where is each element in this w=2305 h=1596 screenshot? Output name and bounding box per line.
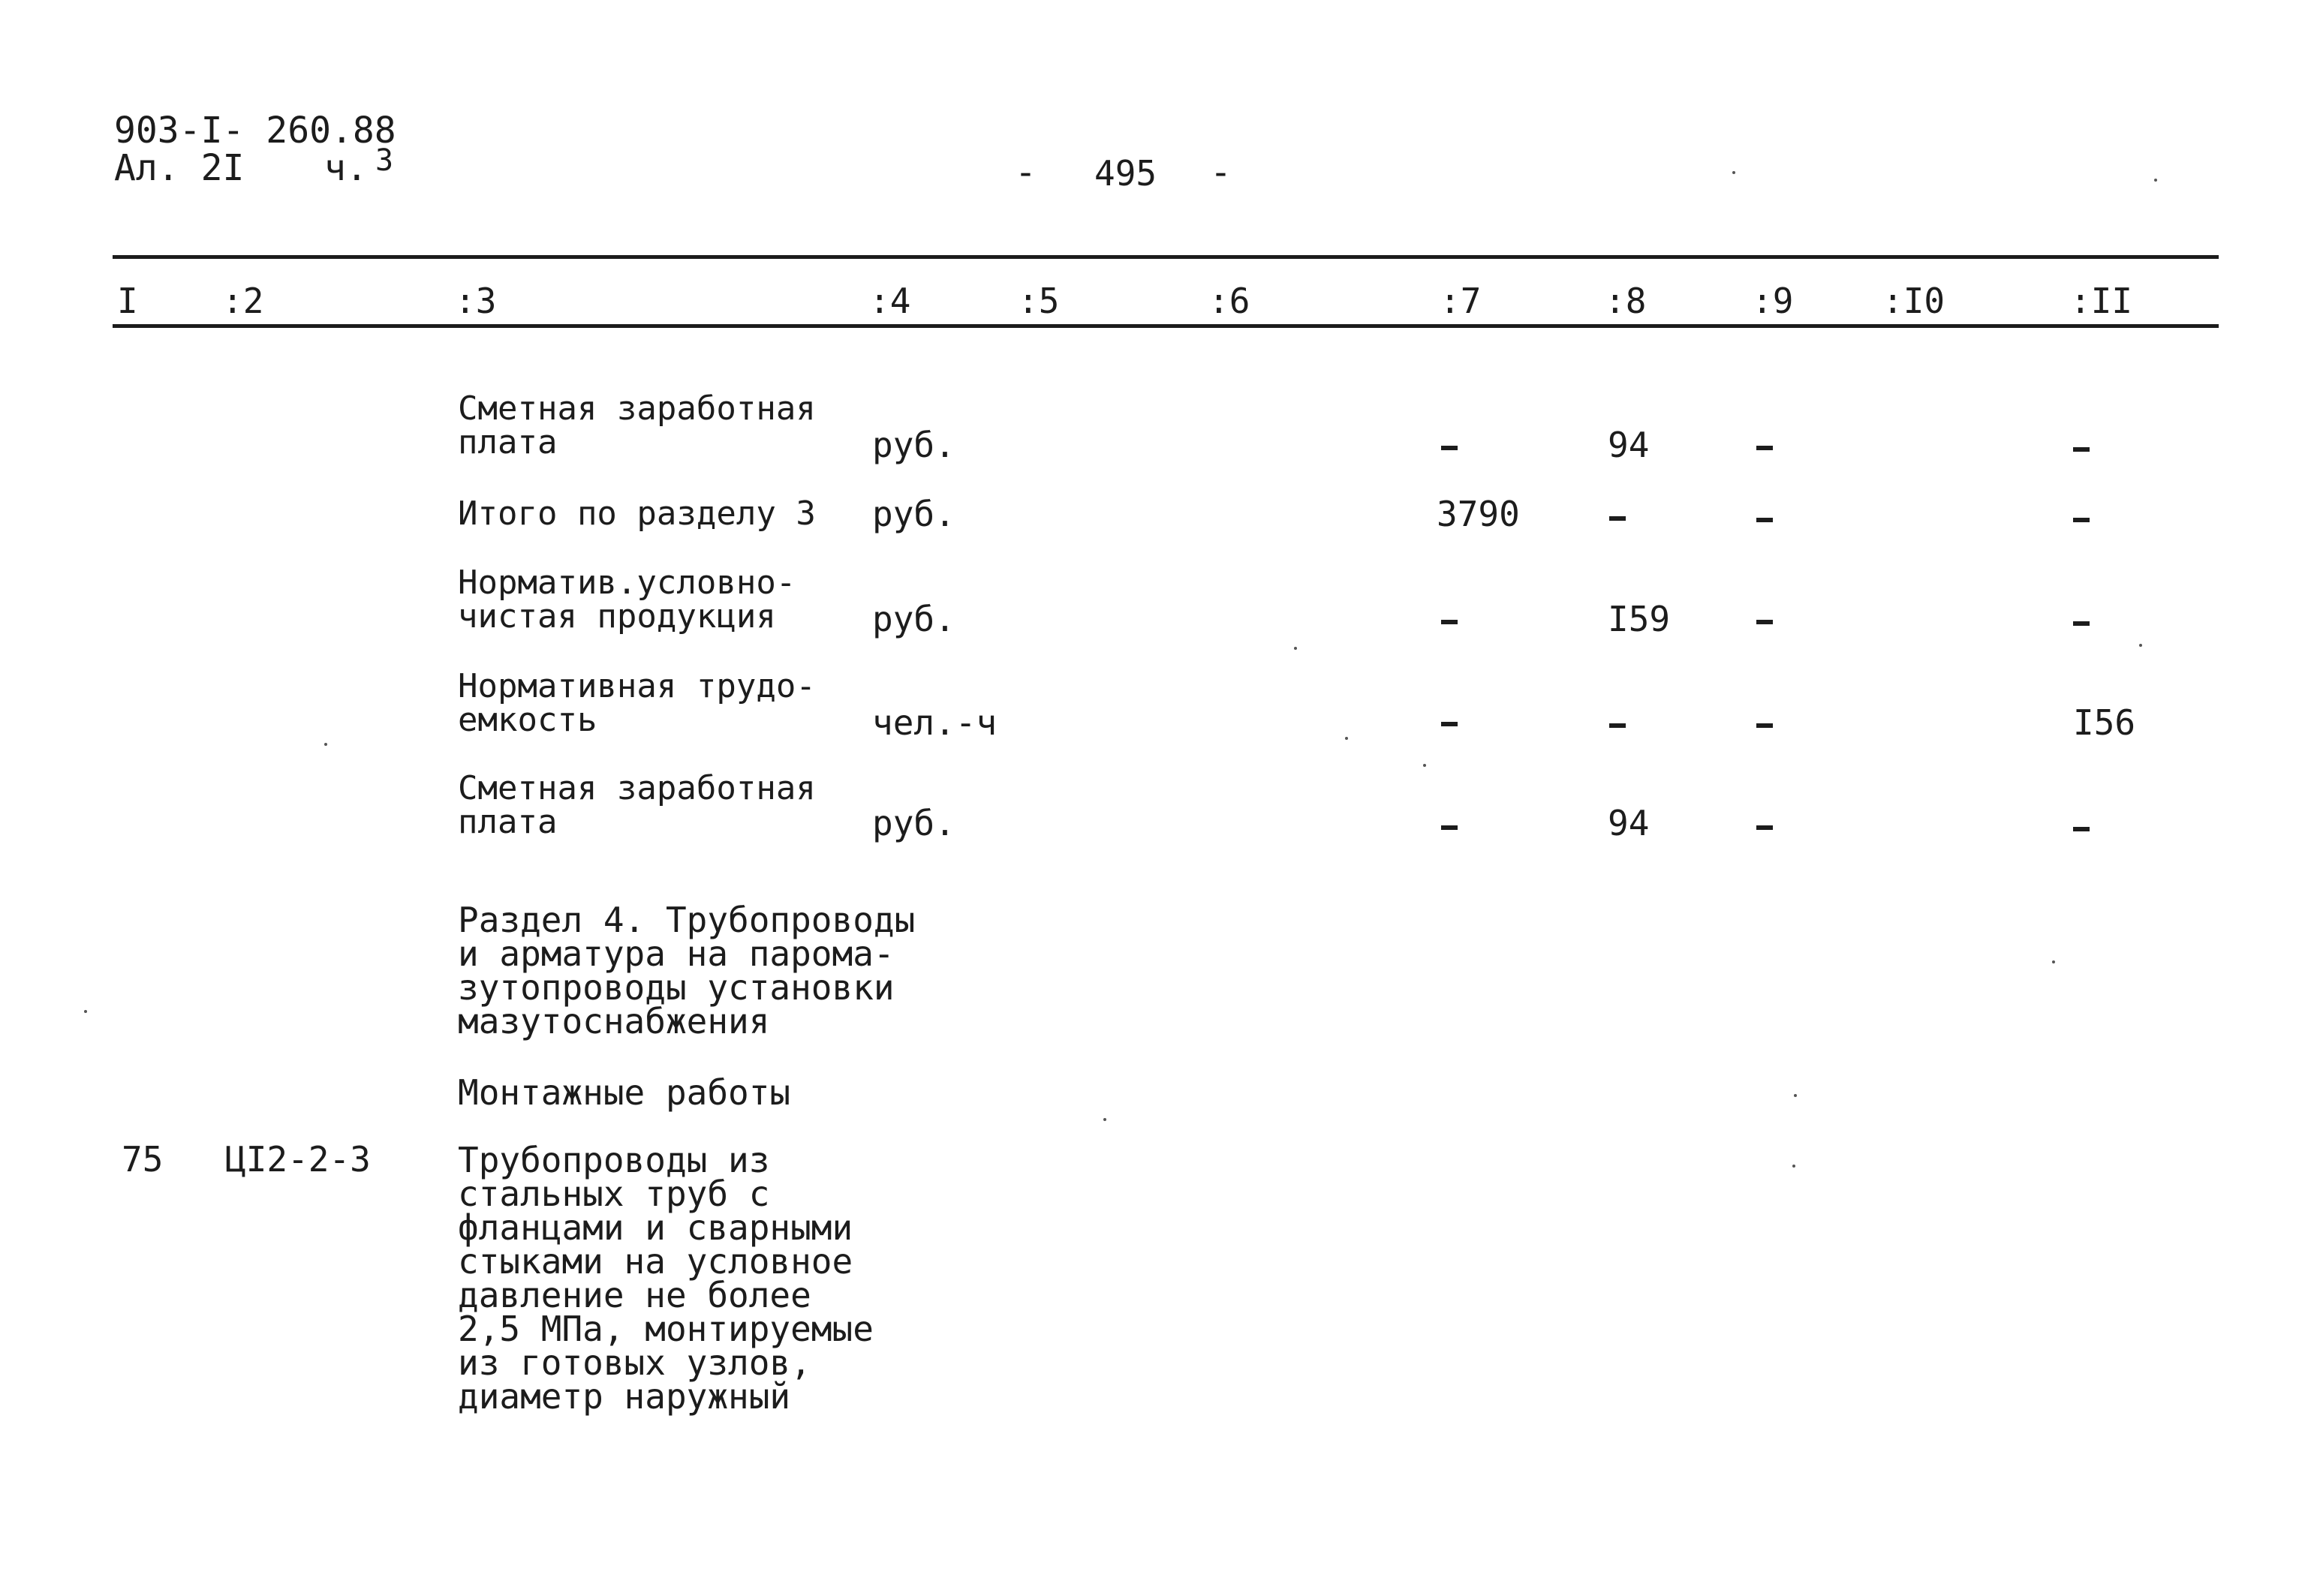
row-col8: 94 — [1608, 803, 1650, 843]
scan-speck — [84, 1010, 87, 1013]
row-col8: 94 — [1608, 425, 1650, 465]
dash-mark — [1756, 620, 1773, 624]
scan-speck — [1794, 1094, 1797, 1097]
table-header-rule — [113, 324, 2219, 328]
subsection-title: Монтажные работы — [458, 1072, 791, 1113]
dash-mark — [2073, 518, 2090, 522]
dash-mark — [1441, 446, 1458, 450]
row-unit: руб. — [872, 803, 955, 843]
scan-speck — [324, 743, 327, 746]
row-name: Сметная заработная плата — [458, 769, 816, 841]
row-name: Нормативная трудо- емкость — [458, 667, 816, 739]
scan-speck — [1103, 1118, 1106, 1121]
page-number-dash-right: - — [1210, 152, 1232, 194]
column-header-3: :3 — [455, 281, 497, 321]
row-col8: I59 — [1608, 599, 1671, 639]
column-header-7: :7 — [1440, 281, 1482, 321]
column-header-6: :6 — [1208, 281, 1250, 321]
scan-speck — [1294, 647, 1297, 650]
item-code: ЦI2-2-3 — [225, 1139, 371, 1180]
sheet-number: Ал. 2I — [114, 147, 245, 189]
dash-mark — [1756, 723, 1773, 728]
section-title: Раздел 4. Трубопроводы и арматура на парома- зутопроводы установки мазутоснабжения — [458, 900, 916, 1041]
column-header-5: :5 — [1018, 281, 1060, 321]
row-name: Норматив.условно- чистая продукция — [458, 564, 796, 636]
scan-speck — [2139, 644, 2142, 647]
row-unit: руб. — [872, 494, 955, 534]
dash-mark — [2073, 827, 2090, 831]
column-header-9: :9 — [1752, 281, 1794, 321]
document-code: 903-I- 260.88 — [114, 110, 396, 152]
dash-mark — [1609, 516, 1626, 521]
item-description: Трубопроводы из стальных труб с фланцами и сварными стыками на условное давление не более 2,5 МПа, монтируемые из готовых узлов, диаметр наружный — [458, 1140, 874, 1417]
part-label: ч. — [324, 147, 368, 189]
table-top-rule — [113, 255, 2219, 259]
dash-mark — [1756, 825, 1773, 830]
scan-speck — [2154, 179, 2157, 182]
dash-mark — [1441, 722, 1458, 726]
scan-speck — [1345, 737, 1348, 740]
page-number-dash-left: - — [1015, 152, 1037, 194]
row-unit: чел.-ч — [872, 702, 998, 743]
column-header-11: :II — [2070, 281, 2133, 321]
row-name: Итого по разделу 3 — [458, 494, 816, 533]
dash-mark — [1756, 518, 1773, 522]
dash-mark — [2073, 621, 2090, 626]
row-col7: 3790 — [1437, 494, 1520, 534]
page-number: 495 — [1094, 153, 1157, 194]
dash-mark — [1441, 825, 1458, 830]
row-col11: I56 — [2073, 702, 2136, 743]
part-number: 3 — [375, 143, 394, 178]
scan-speck — [1792, 1165, 1795, 1168]
row-unit: руб. — [872, 599, 955, 639]
row-name: Сметная заработная плата — [458, 389, 816, 461]
dash-mark — [1609, 723, 1626, 728]
column-header-10: :I0 — [1882, 281, 1945, 321]
row-unit: руб. — [872, 425, 955, 465]
column-header-8: :8 — [1605, 281, 1647, 321]
dash-mark — [1756, 446, 1773, 450]
dash-mark — [2073, 447, 2090, 452]
scan-speck — [1732, 171, 1735, 174]
column-header-2: :2 — [222, 281, 264, 321]
column-header-4: :4 — [869, 281, 911, 321]
item-number: 75 — [122, 1139, 164, 1180]
scan-speck — [2052, 960, 2055, 963]
scan-speck — [1423, 764, 1426, 767]
column-header-1: I — [117, 281, 138, 321]
dash-mark — [1441, 620, 1458, 624]
